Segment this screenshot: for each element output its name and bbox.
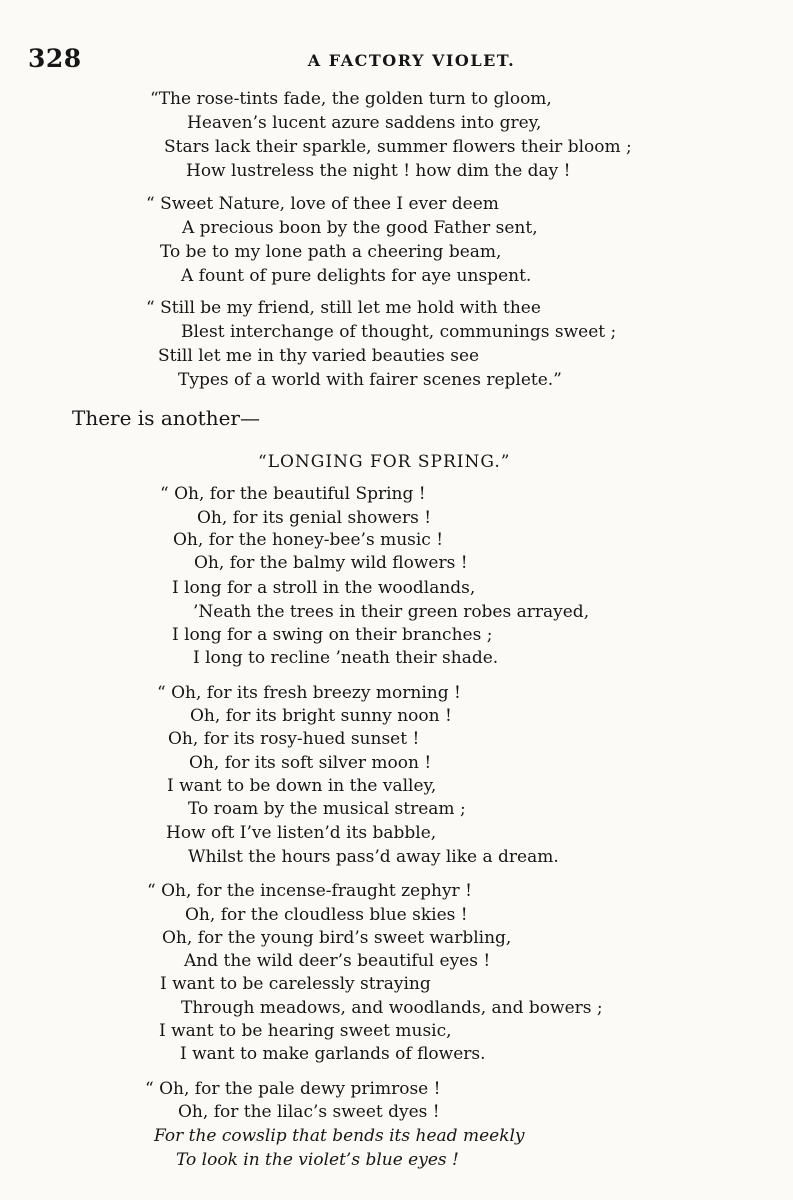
poem-line: Oh, for the young bird’s sweet warbling, (162, 928, 512, 948)
poem-line: And the wild deer’s beautiful eyes ! (184, 951, 491, 971)
poem-line: I want to be down in the valley, (167, 776, 437, 796)
poem-line: A fount of pure delights for aye unspent. (181, 266, 532, 286)
poem-title: “LONGING FOR SPRING.” (258, 452, 511, 472)
poem-line: Oh, for its soft silver moon ! (189, 753, 432, 773)
poem-line-italic: For the cowslip that bends its head meekly (154, 1126, 525, 1146)
poem-line: Whilst the hours pass’d away like a dream. (188, 847, 559, 867)
poem-line: Oh, for the balmy wild flowers ! (194, 553, 468, 573)
poem-line: “ Oh, for the incense-fraught zephyr ! (147, 881, 472, 901)
page-header (0, 44, 793, 80)
poem-line: “ Oh, for its fresh breezy morning ! (157, 683, 461, 703)
poem-line: Oh, for the honey-bee’s music ! (173, 530, 444, 550)
poem-line: “ Sweet Nature, love of thee I ever deem (146, 194, 499, 214)
poem-line-italic: To look in the violet’s blue eyes ! (176, 1150, 459, 1170)
poem-line: I long for a swing on their branches ; (172, 625, 493, 645)
poem-line: Heaven’s lucent azure saddens into grey, (187, 113, 542, 133)
poem-line: To be to my lone path a cheering beam, (160, 242, 502, 262)
running-head: A FACTORY VIOLET. (307, 51, 516, 70)
poem-line: ’Neath the trees in their green robes arrayed, (193, 602, 590, 622)
poem-line: To roam by the musical stream ; (188, 799, 466, 819)
poem-line: Oh, for its genial showers ! (197, 508, 432, 528)
poem-line: Stars lack their sparkle, summer flowers their bloom ; (164, 137, 632, 157)
poem-line: Through meadows, and woodlands, and bowers ; (181, 998, 603, 1018)
poem-line: Blest interchange of thought, communings sweet ; (181, 322, 617, 342)
poem-line: I want to be carelessly straying (160, 974, 431, 994)
poem-line: Types of a world with fairer scenes replete.” (178, 370, 562, 390)
poem-line: I want to be hearing sweet music, (159, 1021, 452, 1041)
poem-line: Oh, for the lilac’s sweet dyes ! (178, 1102, 440, 1122)
poem-line: I want to make garlands of flowers. (180, 1044, 486, 1064)
poem-line: Oh, for its bright sunny noon ! (190, 706, 452, 726)
poem-line: “ Oh, for the pale dewy primrose ! (145, 1079, 441, 1099)
page-number: 328 (28, 44, 82, 73)
poem-line: Oh, for the cloudless blue skies ! (185, 905, 468, 925)
poem-line: How oft I’ve listen’d its babble, (166, 823, 437, 843)
prose-intro: There is another— (72, 406, 260, 430)
poem-line: How lustreless the night ! how dim the day ! (186, 161, 571, 181)
poem-line: Still let me in thy varied beauties see (158, 346, 480, 366)
poem-line: “The rose-tints fade, the golden turn to gloom, (150, 89, 552, 109)
poem-line: I long to recline ’neath their shade. (193, 648, 499, 668)
poem-line: I long for a stroll in the woodlands, (172, 578, 476, 598)
poem-line: Oh, for its rosy-hued sunset ! (168, 729, 420, 749)
poem-line: A precious boon by the good Father sent, (182, 218, 538, 238)
poem-line: “ Still be my friend, still let me hold with thee (146, 298, 541, 318)
poem-line: “ Oh, for the beautiful Spring ! (160, 484, 426, 504)
